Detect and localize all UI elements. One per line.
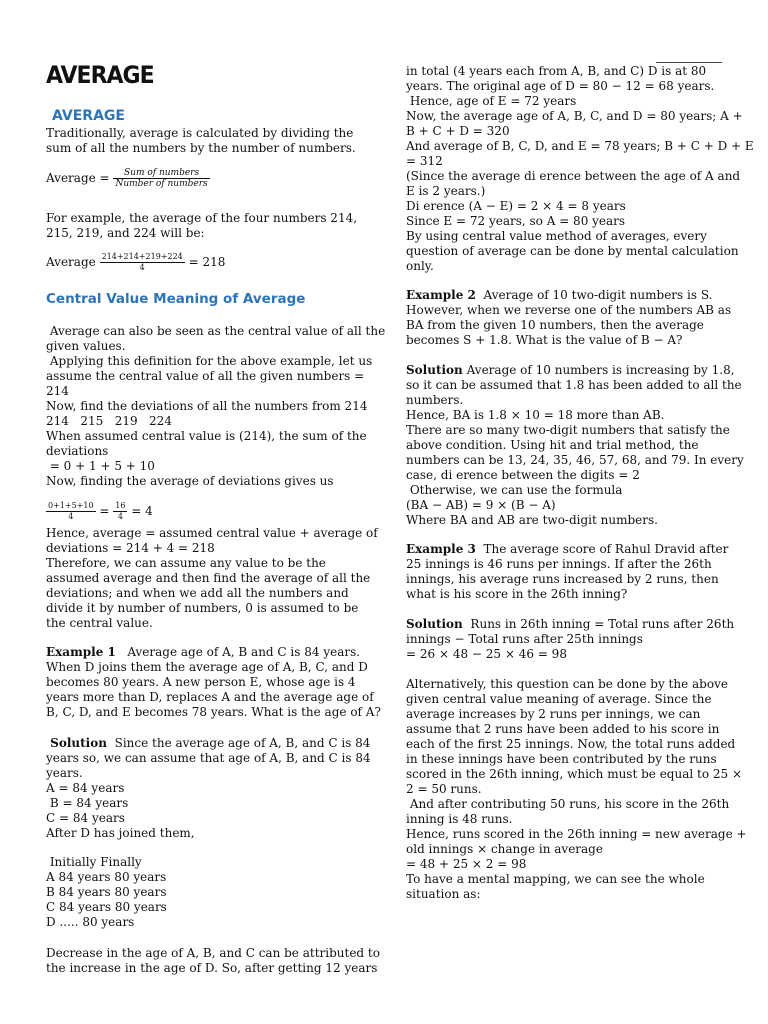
table-row: A 84 years 80 years bbox=[46, 870, 167, 884]
heading-average: AVERAGE bbox=[52, 108, 125, 124]
text-line: question of average can be done by mental calculation bbox=[406, 244, 739, 258]
example-2-text: Average of 10 two-digit numbers is S. bbox=[475, 288, 713, 302]
text-line: 215, 219, and 224 will be: bbox=[46, 226, 205, 240]
text-line: assume the central value of all the given numbers = bbox=[46, 369, 365, 383]
text-line: = 0 + 1 + 5 + 10 bbox=[46, 459, 155, 473]
formula-denominator: Number of numbers bbox=[115, 179, 208, 189]
text-line: the central value. bbox=[46, 616, 153, 630]
deviation-equals: = bbox=[99, 504, 110, 518]
text-line bbox=[406, 542, 728, 557]
example-3-text: The average score of Rahul Dravid after bbox=[475, 542, 729, 556]
avg-denominator: 4 bbox=[139, 263, 145, 272]
example-3-label: Example 3 bbox=[406, 542, 476, 556]
text-line: Hence, runs scored in the 26th inning = new average + bbox=[406, 827, 747, 841]
text-line: divide it by number of numbers, 0 is assumed to be bbox=[46, 601, 359, 615]
text-line: becomes S + 1.8. What is the value of B − A? bbox=[406, 333, 683, 347]
solution-3-label: Solution bbox=[406, 617, 463, 631]
text-line: given values. bbox=[46, 339, 126, 353]
age-table bbox=[46, 855, 364, 930]
text-line: assumed average and then find the average of all the bbox=[46, 571, 371, 585]
text-line: deviations; and when we add all the numbers and bbox=[46, 586, 349, 600]
solution-1-label: Solution bbox=[46, 736, 107, 750]
text-line bbox=[46, 736, 371, 751]
example-2-label: Example 2 bbox=[406, 288, 476, 302]
text-line: Now, find the deviations of all the numbers from 214 bbox=[46, 399, 368, 413]
text-line: Where BA and AB are two-digit numbers. bbox=[406, 513, 658, 527]
text-line: When D joins them the average age of A, B, C, and D bbox=[46, 660, 368, 674]
deviation-denominator-2: 4 bbox=[117, 512, 123, 521]
solution-1 bbox=[46, 736, 371, 841]
text-line: situation as: bbox=[406, 887, 481, 901]
text-line: innings − Total runs after 25th innings bbox=[406, 632, 643, 646]
hence-paragraph bbox=[46, 526, 378, 631]
text-line: For example, the average of the four numbers 214, bbox=[46, 211, 358, 225]
example-1-text: Average age of A, B and C is 84 years. bbox=[115, 645, 361, 659]
table-row: D ..... 80 years bbox=[46, 915, 135, 929]
text-line: = 48 + 25 × 2 = 98 bbox=[406, 857, 527, 871]
text-line: case, di erence between the digits = 2 bbox=[406, 468, 640, 482]
text-line: Otherwise, we can use the formula bbox=[406, 483, 623, 497]
alternative-paragraph bbox=[406, 677, 747, 902]
top-rule bbox=[656, 62, 722, 63]
solution-3 bbox=[406, 617, 735, 662]
text-line: Di erence (A − E) = 2 × 4 = 8 years bbox=[406, 199, 626, 213]
table-row: C 84 years 80 years bbox=[46, 900, 167, 914]
deviation-numerator-2: 16 bbox=[115, 501, 126, 510]
text-line: When assumed central value is (214), the sum of the bbox=[46, 429, 367, 443]
text-line: Hence, age of E = 72 years bbox=[406, 94, 577, 108]
text-line: above condition. Using hit and trial method, the bbox=[406, 438, 699, 452]
text-line: years more than D, replaces A and the average age of bbox=[46, 690, 374, 704]
text-line: assume that 2 runs have been added to his score in bbox=[406, 722, 720, 736]
text-line: Hence, average = assumed central value + average of bbox=[46, 526, 378, 540]
text-line: By using central value method of averages, every bbox=[406, 229, 707, 243]
text-line: deviations bbox=[46, 444, 109, 458]
solution-2 bbox=[406, 363, 744, 528]
text-line: And average of B, C, D, and E = 78 years; B + C + D + E bbox=[406, 139, 754, 153]
formula-label: Average = bbox=[46, 171, 110, 185]
text-line: Applying this definition for the above example, let us bbox=[46, 354, 373, 368]
text-line: A = 84 years bbox=[46, 781, 125, 795]
text-line bbox=[406, 288, 728, 303]
text-line: B = 84 years bbox=[46, 796, 129, 810]
text-line: scored in the 26th inning, which must be equal to 25 × bbox=[406, 767, 743, 781]
heading-central-value: Central Value Meaning of Average bbox=[46, 291, 306, 307]
text-line: deviations = 214 + 4 = 218 bbox=[46, 541, 215, 555]
avg-numerator: 214+214+219+224 bbox=[101, 252, 183, 261]
text-line: Now, the average age of A, B, C, and D = 80 years; A + bbox=[406, 109, 743, 123]
text-line: only. bbox=[406, 259, 434, 273]
formula-fraction bbox=[113, 168, 209, 189]
text-line: old innings × change in average bbox=[406, 842, 603, 856]
text-line: = 312 bbox=[406, 154, 443, 168]
deviation-fraction-2 bbox=[113, 501, 127, 522]
text-line: so it can be assumed that 1.8 has been added to all the bbox=[406, 378, 742, 392]
solution-2-label: Solution bbox=[406, 363, 463, 377]
avg-result: = 218 bbox=[188, 255, 226, 269]
text-line: However, when we reverse one of the numbers AB as bbox=[406, 303, 732, 317]
table-row: B 84 years 80 years bbox=[46, 885, 167, 899]
average-formula bbox=[46, 168, 210, 189]
text-line: inning is 48 runs. bbox=[406, 812, 513, 826]
avg-fraction bbox=[100, 252, 185, 273]
average-example-formula bbox=[46, 252, 225, 273]
text-line: years. The original age of D = 80 − 12 = 68 years. bbox=[406, 79, 715, 93]
text-line bbox=[46, 645, 364, 660]
text-line: Since E = 72 years, so A = 80 years bbox=[406, 214, 626, 228]
text-line: 25 innings is 46 runs per innings. If after the 26th bbox=[406, 557, 712, 571]
text-line: B, C, D, and E becomes 78 years. What is the age of A? bbox=[46, 705, 381, 719]
example-3 bbox=[406, 542, 728, 602]
deviation-numerator-1: 0+1+5+10 bbox=[48, 501, 94, 510]
text-line: years so, we can assume that age of A, B, and C is 84 bbox=[46, 751, 371, 765]
solution-3-text: Runs in 26th inning = Total runs after 26th bbox=[462, 617, 735, 631]
formula-numerator: Sum of numbers bbox=[113, 168, 209, 179]
text-line: 214 215 219 224 bbox=[46, 414, 172, 428]
text-line: what is his score in the 26th inning? bbox=[406, 587, 628, 601]
text-line: innings, his average runs increased by 2 runs, then bbox=[406, 572, 719, 586]
text-line: After D has joined them, bbox=[46, 826, 195, 840]
solution-1-text: Since the average age of A, B, and C is 84 bbox=[106, 736, 371, 750]
text-line: each of the first 25 innings. Now, the total runs added bbox=[406, 737, 736, 751]
avg-label: Average bbox=[46, 255, 96, 269]
text-line: 214 bbox=[46, 384, 69, 398]
text-line bbox=[406, 617, 735, 632]
intro-paragraph bbox=[46, 126, 364, 156]
text-line: C = 84 years bbox=[46, 811, 125, 825]
text-line: numbers can be 13, 24, 35, 46, 57, 68, and 79. In every bbox=[406, 453, 744, 467]
text-line: There are so many two-digit numbers that satisfy the bbox=[406, 423, 730, 437]
text-line: average increases by 2 runs per innings, we can bbox=[406, 707, 701, 721]
text-line bbox=[406, 363, 735, 378]
text-line: (BA − AB) = 9 × (B − A) bbox=[406, 498, 556, 512]
decrease-paragraph bbox=[46, 946, 380, 976]
text-line: Decrease in the age of A, B, and C can be attributed to bbox=[46, 946, 380, 960]
table-row: Initially Finally bbox=[46, 855, 142, 869]
deviation-fraction-1 bbox=[46, 501, 96, 522]
text-line: Alternatively, this question can be done by the above bbox=[406, 677, 728, 691]
text-line: B + C + D = 320 bbox=[406, 124, 510, 138]
text-line: Therefore, we can assume any value to be the bbox=[46, 556, 326, 570]
central-paragraph bbox=[46, 324, 386, 489]
text-line: Now, finding the average of deviations gives us bbox=[46, 474, 334, 488]
continuation-paragraph bbox=[406, 64, 754, 274]
example-1-label: Example 1 bbox=[46, 645, 116, 659]
text-line: given central value meaning of average. Since the bbox=[406, 692, 712, 706]
text-line: = 26 × 48 − 25 × 46 = 98 bbox=[406, 647, 567, 661]
example-intro bbox=[46, 211, 364, 241]
example-2 bbox=[406, 288, 732, 348]
text-line: And after contributing 50 runs, his score in the 26th bbox=[406, 797, 730, 811]
text-line: in these innings have been contributed by the runs bbox=[406, 752, 717, 766]
page-title: AVERAGE bbox=[46, 62, 154, 90]
deviation-formula bbox=[46, 501, 153, 522]
text-line: years. bbox=[46, 766, 83, 780]
deviation-denominator-1: 4 bbox=[68, 512, 74, 521]
deviation-result: = 4 bbox=[131, 504, 153, 518]
text-line: numbers. bbox=[406, 393, 464, 407]
solution-2-text: Average of 10 numbers is increasing by 1.8, bbox=[462, 363, 735, 377]
text-line: E is 2 years.) bbox=[406, 184, 486, 198]
text-line: becomes 80 years. A new person E, whose age is 4 bbox=[46, 675, 356, 689]
text-line: 2 = 50 runs. bbox=[406, 782, 482, 796]
text-line: the increase in the age of D. So, after getting 12 years bbox=[46, 961, 378, 975]
text-line: (Since the average di erence between the age of A and bbox=[406, 169, 741, 183]
example-1 bbox=[46, 645, 381, 720]
text-line: in total (4 years each from A, B, and C) D is at 80 bbox=[406, 64, 707, 78]
text-line: sum of all the numbers by the number of numbers. bbox=[46, 141, 356, 155]
text-line: Traditionally, average is calculated by dividing the bbox=[46, 126, 354, 140]
text-line: Hence, BA is 1.8 × 10 = 18 more than AB. bbox=[406, 408, 665, 422]
text-line: Average can also be seen as the central value of all the bbox=[46, 324, 386, 338]
text-line: To have a mental mapping, we can see the whole bbox=[406, 872, 705, 886]
text-line: BA from the given 10 numbers, then the average bbox=[406, 318, 704, 332]
